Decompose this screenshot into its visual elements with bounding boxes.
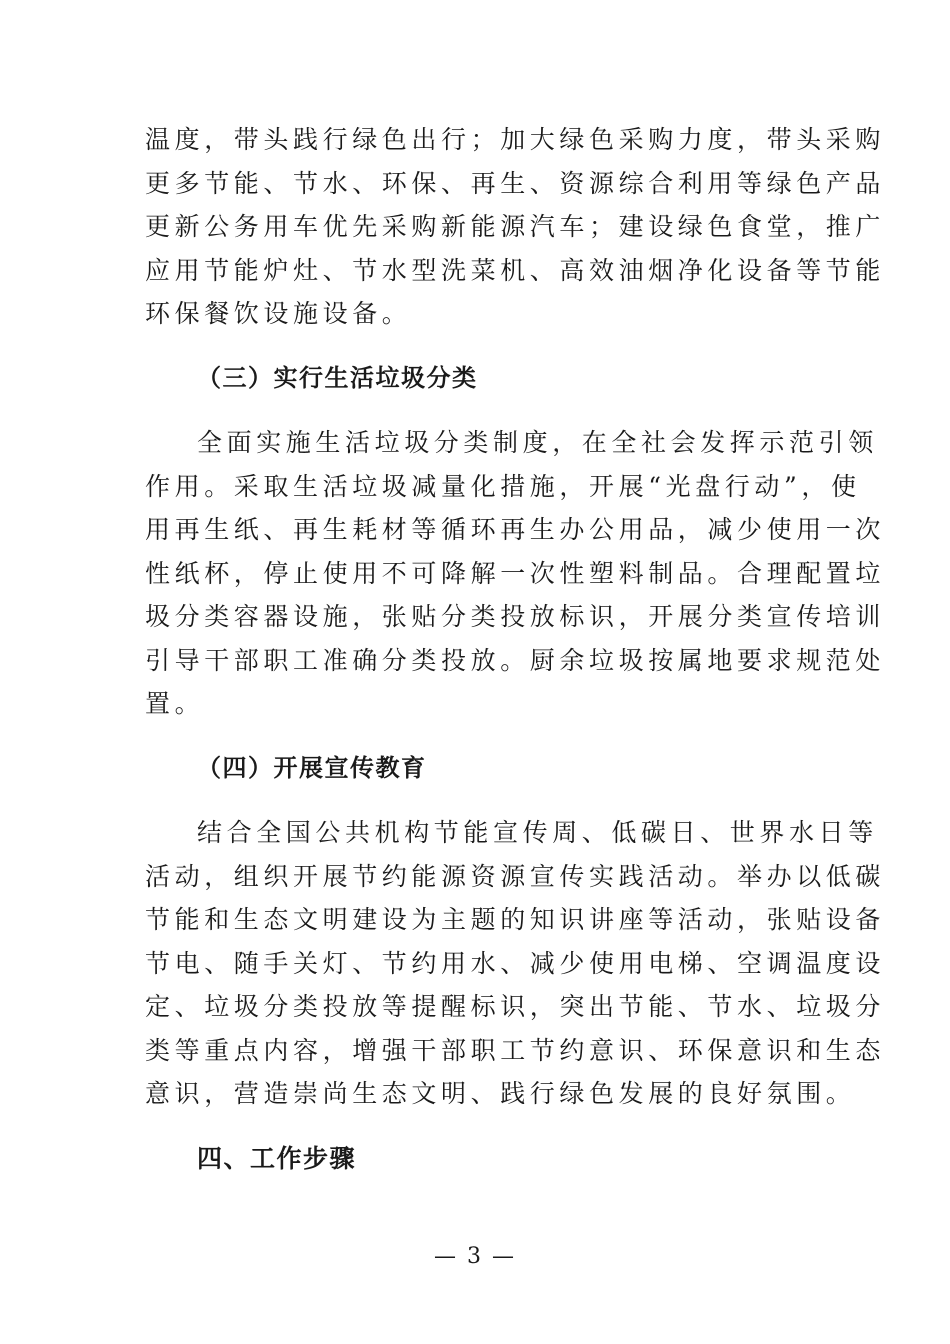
text-line: 用再生纸、再生耗材等循环再生办公用品，减少使用一次 <box>145 515 886 544</box>
text-line: 活动，组织开展节约能源资源宣传实践活动。举办以低碳 <box>145 861 886 891</box>
text-line: 结合全国公共机构节能宣传周、低碳日、世界水日等 <box>197 818 878 847</box>
spacer <box>145 726 810 747</box>
text-line: 类等重点内容，增强干部职工节约意识、环保意识和生态 <box>145 1035 886 1065</box>
page-number: — 3 — <box>434 1244 516 1269</box>
paragraph-green-procurement <box>145 118 886 336</box>
text-line: 更新公务用车优先采购新能源汽车；建设绿色食堂，推广 <box>145 212 886 241</box>
text-line: 定、垃圾分类投放等提醒标识，突出节能、节水、垃圾分 <box>145 992 886 1021</box>
subheading-garbage-sorting: （三）实行生活垃圾分类 <box>197 363 478 392</box>
text-line: 节电、随手关灯、节约用水、减少使用电梯、空调温度设 <box>145 948 886 978</box>
text-line: 性纸杯，停止使用不可降解一次性塑料制品。合理配置垃 <box>145 558 886 588</box>
paragraph-publicity-education <box>145 811 886 1116</box>
paragraph-garbage-sorting <box>145 421 886 726</box>
spacer <box>145 1116 810 1137</box>
text-line: 环保餐饮设施设备。 <box>145 299 412 328</box>
text-line: 意识，营造崇尚生态文明、践行绿色发展的良好氛围。 <box>145 1079 856 1108</box>
text-line: 圾分类容器设施，张贴分类投放标识，开展分类宣传培训 <box>145 602 886 631</box>
text-line: 应用节能炉灶、节水型洗菜机、高效油烟净化设备等节能 <box>145 255 886 285</box>
text-line: 引导干部职工准确分类投放。厨余垃圾按属地要求规范处 <box>145 645 886 675</box>
spacer <box>145 790 810 811</box>
text-line: 作用。采取生活垃圾减量化措施，开展“光盘行动”，使 <box>145 471 861 501</box>
subheading-publicity-education: （四）开展宣传教育 <box>197 753 427 782</box>
text-line: 温度，带头践行绿色出行；加大绿色采购力度，带头采购 <box>145 125 886 154</box>
spacer <box>145 400 810 421</box>
document-body <box>145 118 886 1180</box>
text-line: 置。 <box>145 689 205 718</box>
text-line: 全面实施生活垃圾分类制度，在全社会发挥示范引领 <box>197 428 878 457</box>
section-heading-work-steps: 四、工作步骤 <box>197 1143 357 1173</box>
spacer <box>145 336 810 357</box>
text-line: 节能和生态文明建设为主题的知识讲座等活动，张贴设备 <box>145 905 886 934</box>
text-line: 更多节能、节水、环保、再生、资源综合利用等绿色产品 <box>145 168 886 198</box>
